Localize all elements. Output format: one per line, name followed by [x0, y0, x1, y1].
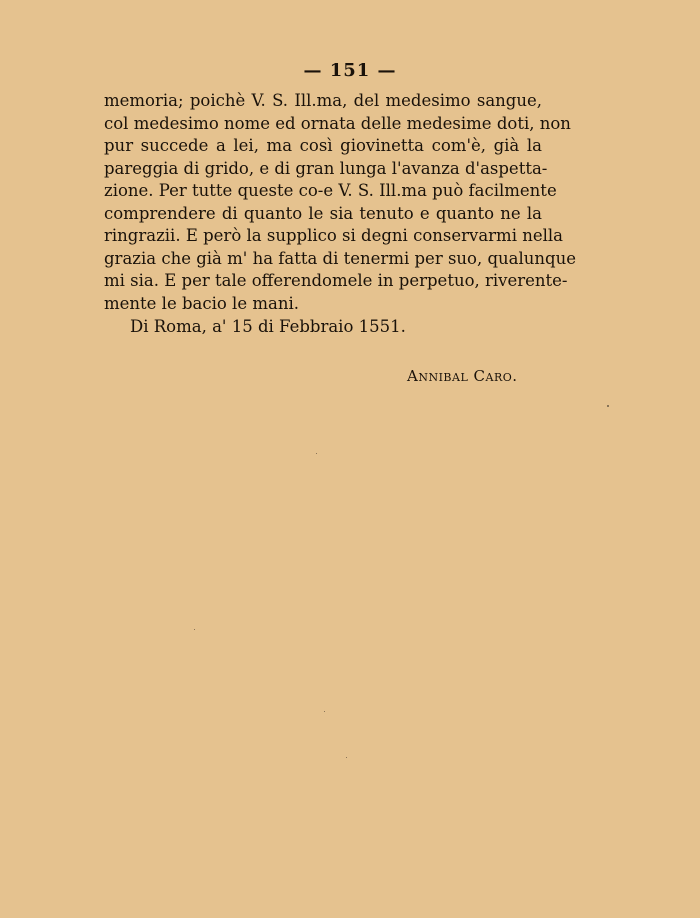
signature: Annibal Caro. — [407, 367, 518, 385]
paper-speck — [316, 453, 317, 454]
text-line: memoria; poichè V. S. Ill.ma, del medesimo sangue, — [104, 91, 542, 110]
text-line: grazia che già m' ha fatta di tenermi per suo, qualunque — [104, 248, 576, 268]
dateline: Di Roma, a' 15 di Febbraio 1551. — [130, 317, 406, 336]
text-line: ringrazii. E però la supplico si degni conservarmi nella — [104, 226, 563, 245]
paper-speck — [346, 757, 347, 758]
paper-speck — [607, 405, 609, 407]
text-line: mi sia. E per tale offerendomele in perpetuo, riverente- — [104, 271, 568, 290]
paper-speck — [194, 629, 195, 630]
paper-speck — [324, 711, 325, 712]
letter-body — [104, 90, 576, 315]
page-number: — 151 — — [303, 60, 397, 81]
text-line: zione. Per tutte queste co-e V. S. Ill.ma può facilmente — [104, 181, 557, 200]
text-line: mente le bacio le mani. — [104, 293, 299, 313]
text-line: pur succede a lei, ma così giovinetta com'è, già la — [104, 136, 542, 155]
text-line: col medesimo nome ed ornata delle medesime doti, non — [104, 113, 571, 133]
text-line: comprendere di quanto le sia tenuto e quanto ne la — [104, 203, 542, 223]
text-line: pareggia di grido, e di gran lunga l'avanza d'aspetta- — [104, 158, 548, 178]
